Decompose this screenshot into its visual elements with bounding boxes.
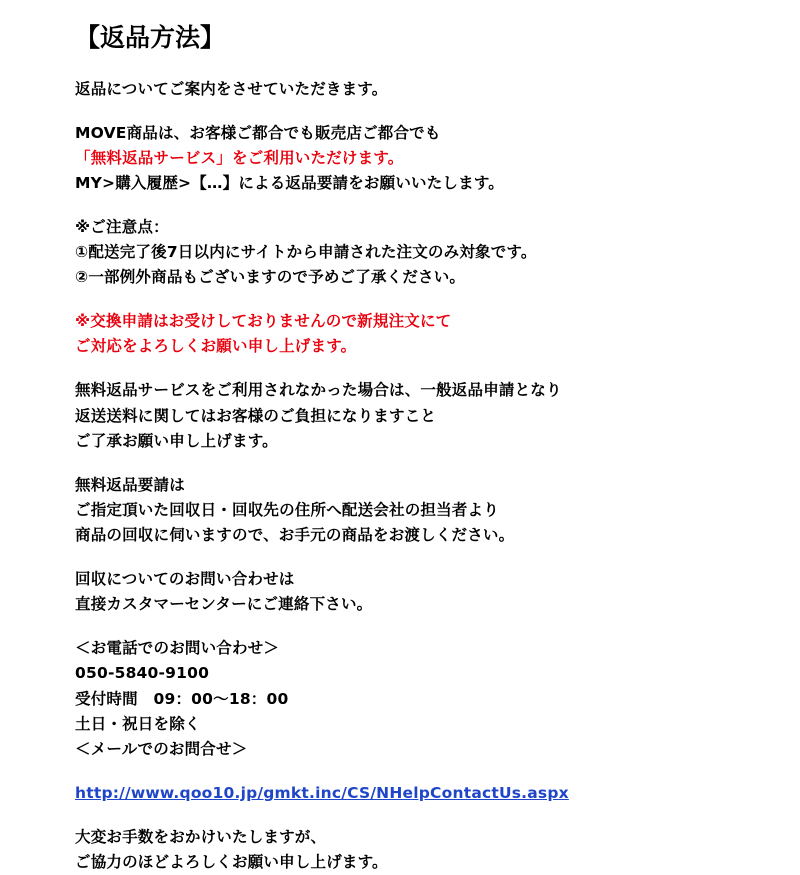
text-line: 直接カスタマーセンターにご連絡下さい。 (75, 592, 760, 617)
contact-details-paragraph (75, 636, 760, 762)
text-line: ご対応をよろしくお願い申し上げます。 (75, 334, 760, 359)
text-line: 土日・祝日を除く (75, 712, 760, 737)
text-line: 大変お手数をおかけいたしますが、 (75, 825, 760, 850)
document-body (75, 77, 760, 875)
text-line: ※ご注意点： (75, 215, 760, 240)
text-line: 受付時間 09：00〜18：00 (75, 687, 760, 712)
text-line: ご協力のほどよろしくお願い申し上げます。 (75, 850, 760, 875)
text-line: MY>購入履歴>【…】による返品要請をお願いいたします。 (75, 171, 760, 196)
text-line: 無料返品要請は (75, 473, 760, 498)
text-line: 050-5840-9100 (75, 661, 760, 686)
text-line: MOVE商品は、お客様ご都合でも販売店ご都合でも (75, 121, 760, 146)
contact-intro-paragraph (75, 567, 760, 617)
text-line: 無料返品サービスをご利用されなかった場合は、一般返品申請となり (75, 378, 760, 403)
text-line: ①配送完了後7日以内にサイトから申請された注文のみ対象です。 (75, 240, 760, 265)
text-line: 商品の回収に伺いますので、お手元の商品をお渡しください。 (75, 523, 760, 548)
closing-paragraph (75, 825, 760, 875)
contact-url-link[interactable]: http://www.qoo10.jp/gmkt.inc/CS/NHelpContactUs.aspx (75, 781, 760, 806)
shipping-fee-paragraph (75, 378, 760, 453)
intro-paragraph (75, 77, 760, 102)
text-line: ご指定頂いた回収日・回収先の住所へ配送会社の担当者より (75, 498, 760, 523)
text-line: ＜お電話でのお問い合わせ＞ (75, 636, 760, 661)
exchange-warning-paragraph (75, 309, 760, 359)
notes-paragraph (75, 215, 760, 290)
free-return-paragraph (75, 121, 760, 196)
page-title: 【返品方法】 (75, 22, 760, 55)
text-line: 返品についてご案内をさせていただきます。 (75, 77, 760, 102)
text-line: 「無料返品サービス」をご利用いただけます。 (75, 146, 760, 171)
text-line: 回収についてのお問い合わせは (75, 567, 760, 592)
pickup-paragraph (75, 473, 760, 548)
text-line: ※交換申請はお受けしておりませんので新規注文にて (75, 309, 760, 334)
text-line: ＜メールでのお問合せ＞ (75, 737, 760, 762)
contact-url-paragraph (75, 781, 760, 806)
text-line: 返送送料に関してはお客様のご負担になりますこと (75, 404, 760, 429)
text-line: ②一部例外商品もございますので予めご了承ください。 (75, 265, 760, 290)
text-line: ご了承お願い申し上げます。 (75, 429, 760, 454)
